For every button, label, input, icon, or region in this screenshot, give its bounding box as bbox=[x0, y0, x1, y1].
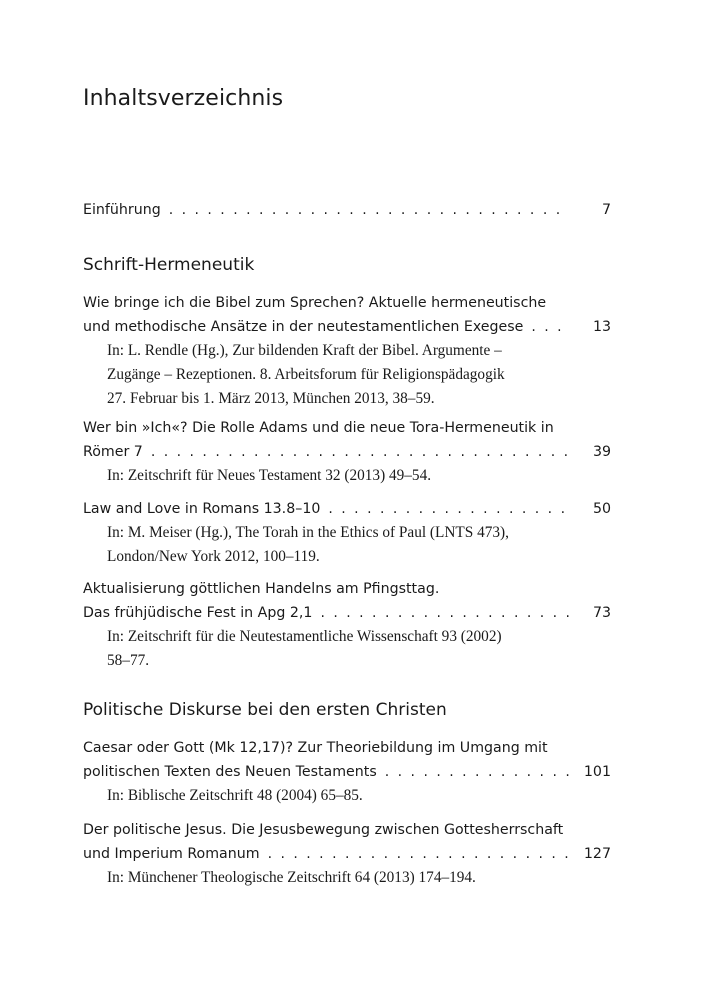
reference-line: In: M. Meiser (Hg.), The Torah in the Ethics of Paul (LNTS 473), bbox=[107, 524, 509, 541]
reference-line: London/New York 2012, 100–119. bbox=[107, 548, 320, 565]
reference-line: In: Zeitschrift für Neues Testament 32 (2013) 49–54. bbox=[107, 467, 432, 484]
leader-dots bbox=[312, 601, 569, 625]
page-number: 13 bbox=[592, 319, 611, 335]
toc-entry-introduction[interactable] bbox=[83, 198, 611, 222]
reference-line: In: Biblische Zeitschrift 48 (2004) 65–85. bbox=[107, 787, 363, 804]
reference-line: Zugänge – Rezeptionen. 8. Arbeitsforum für Religionspädagogik bbox=[107, 366, 505, 383]
leader-dots bbox=[320, 497, 569, 521]
entry-title-line: und Imperium Romanum bbox=[83, 846, 260, 862]
page-title: Inhaltsverzeichnis bbox=[83, 86, 284, 111]
entry-title-line: Wer bin »Ich«? Die Rolle Adams und die neue Tora-Hermeneutik in bbox=[83, 420, 554, 436]
leader-dots bbox=[377, 760, 569, 784]
page-number: 73 bbox=[592, 605, 611, 621]
section-heading: Politische Diskurse bei den ersten Christen bbox=[83, 700, 447, 720]
reference-line: In: L. Rendle (Hg.), Zur bildenden Kraft der Bibel. Argumente – bbox=[107, 342, 502, 359]
entry-title-line: Aktualisierung göttlichen Handelns am Pfingsttag. bbox=[83, 581, 440, 597]
leader-dots bbox=[523, 315, 569, 339]
toc-entry[interactable] bbox=[83, 416, 611, 488]
page-number: 7 bbox=[601, 202, 611, 218]
entry-title-line: Das frühjüdische Fest in Apg 2,1 bbox=[83, 605, 313, 621]
reference-line: In: Münchener Theologische Zeitschrift 64 (2013) 174–194. bbox=[107, 869, 476, 886]
section-heading: Schrift-Hermeneutik bbox=[83, 255, 255, 275]
entry-title-line: politischen Texten des Neuen Testaments bbox=[83, 764, 377, 780]
entry-title-line: Römer 7 bbox=[83, 444, 143, 460]
toc-entry[interactable] bbox=[83, 736, 611, 808]
entry-title-line: Der politische Jesus. Die Jesusbewegung zwischen Gottesherrschaft bbox=[83, 822, 564, 838]
page-number: 101 bbox=[583, 764, 611, 780]
toc-entry[interactable] bbox=[83, 497, 611, 569]
leader-dots bbox=[161, 198, 569, 222]
reference-line: 58–77. bbox=[107, 652, 150, 669]
entry-title-line: und methodische Ansätze in der neutestamentlichen Exegese bbox=[83, 319, 524, 335]
page-number: 39 bbox=[592, 444, 611, 460]
reference-line: In: Zeitschrift für die Neutestamentliche Wissenschaft 93 (2002) bbox=[107, 628, 502, 645]
entry-title-line: Caesar oder Gott (Mk 12,17)? Zur Theoriebildung im Umgang mit bbox=[83, 740, 548, 756]
entry-title: Einführung bbox=[83, 202, 161, 218]
toc-entry[interactable] bbox=[83, 291, 611, 411]
page-number: 127 bbox=[583, 846, 611, 862]
entry-title-line: Wie bringe ich die Bibel zum Sprechen? Aktuelle hermeneutische bbox=[83, 295, 547, 311]
leader-dots bbox=[143, 440, 569, 464]
reference-line: 27. Februar bis 1. März 2013, München 2013, 38–59. bbox=[107, 390, 435, 407]
toc-entry[interactable] bbox=[83, 577, 611, 673]
leader-dots bbox=[260, 842, 569, 866]
entry-title-line: Law and Love in Romans 13.8–10 bbox=[83, 501, 321, 517]
toc-entry[interactable] bbox=[83, 818, 611, 890]
page-number: 50 bbox=[592, 501, 611, 517]
